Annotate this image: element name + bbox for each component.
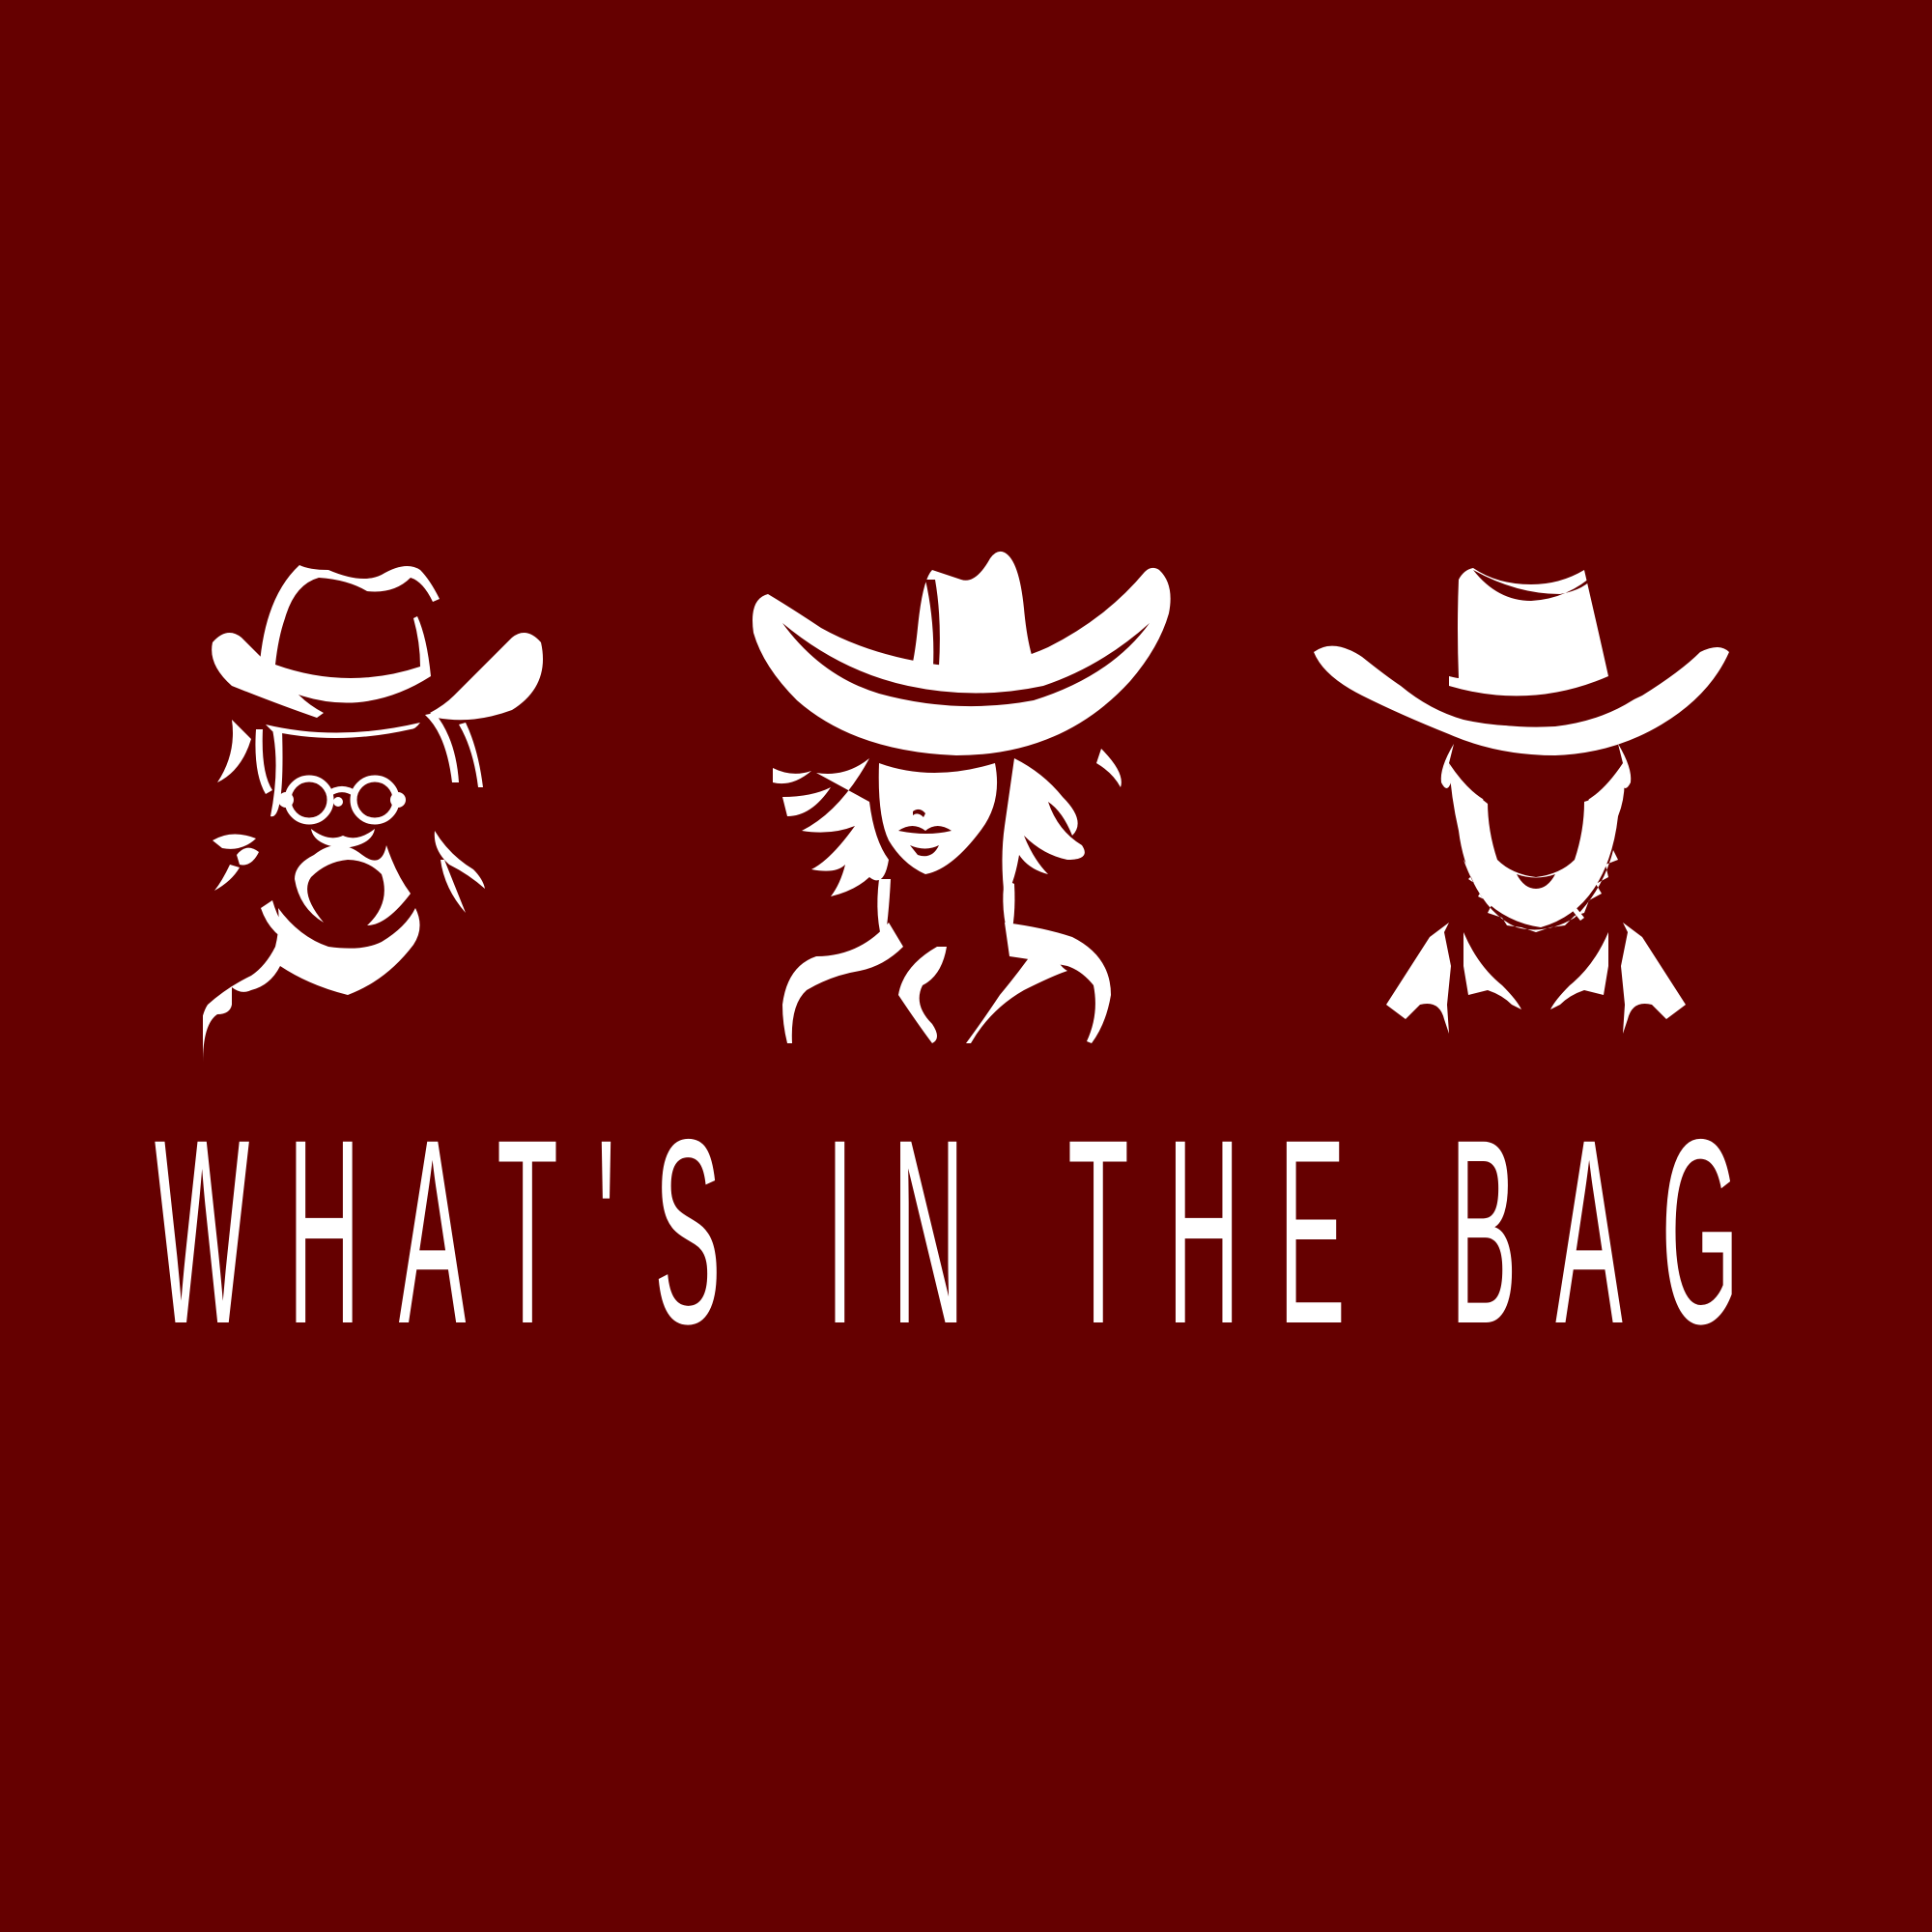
bearded-cowboy-icon [1294, 541, 1768, 1063]
cowgirl-icon [715, 541, 1217, 1063]
cowboy-illustrations [0, 541, 1932, 1063]
cowboy-with-glasses-icon [203, 541, 551, 1063]
page-title: WHAT'S IN THE BAG [154, 1084, 1778, 1379]
